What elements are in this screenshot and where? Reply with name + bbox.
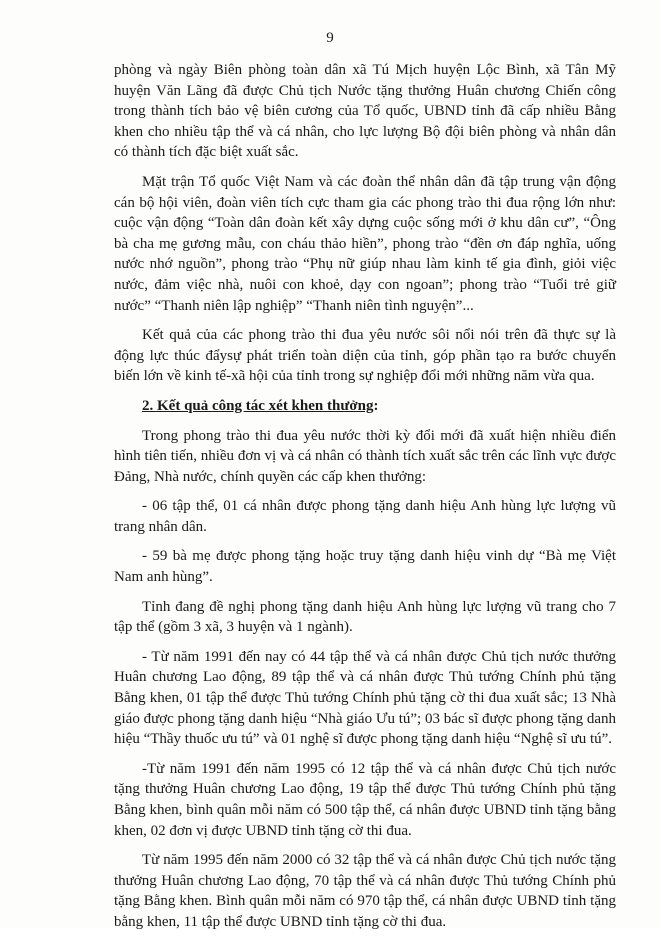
paragraph-proposal: Tỉnh đang đề nghị phong tặng danh hiệu Anh hùng lực lượng vũ trang cho 7 tập thể (gồm 3 xã, 3 huyện và 1 ngành). [114,598,616,636]
list-item-since-1991: - Từ năm 1991 đến nay có 44 tập thể và cá nhân được Chủ tịch nước thưởng Huân chương Lao động, 89 tập thể và cá nhân được Thủ tướng Chính phủ tặng Bằng khen, 01 tập thể được Thủ tướng Chính phủ tặng cờ thi đua xuất sắc; 13 Nhà giáo được phong tặng danh hiệu “Nhà giáo Ưu tú”; 03 bác sĩ được phong tặng danh hiệu “Thầy thuốc ưu tú” và 01 nghệ sĩ được phong tặng danh hiệu “Nghệ sĩ ưu tú”. [114,648,616,748]
paragraph-border-guard-awards: phòng và ngày Biên phòng toàn dân xã Tú Mịch huyện Lộc Bình, xã Tân Mỹ huyện Văn Lãng đã được Chủ tịch Nước tặng thưởng Huân chương Chiến công trong thành tích bảo vệ biên cương của Tổ quốc, UBND tỉnh đã cấp nhiều Bằng khen cho nhiều tập thể và cá nhân, cho lực lượng Bộ đội biên phòng và nhân dân có thành tích đặc biệt xuất sắc. [114,62,616,161]
page-number: 9 [326,30,334,46]
list-item-1991-1995: -Từ năm 1991 đến năm 1995 có 12 tập thể và cá nhân được Chủ tịch nước tặng thưởng Huân chương Lao động, 19 tập thể được Thủ tướng Chính phủ tặng Bằng khen, bình quân mỗi năm có 500 tập thể, cá nhân được UBND tỉnh tặng bằng khen, 02 đơn vị được UBND tỉnh tặng cờ thi đua. [114,760,616,839]
paragraph-1995-2000: Từ năm 1995 đến năm 2000 có 32 tập thể và cá nhân được Chủ tịch nước tặng thưởng Huân chương Lao động, 70 tập thể và cá nhân được Thủ tướng Chính phủ tặng Bằng khen. Bình quân mỗi năm có 970 tập thể, cá nhân được UBND tỉnh tặng bằng khen, 11 tập thể được UBND tỉnh tặng cờ thi đua. [114,852,616,930]
paragraph-movement-results: Kết quả của các phong trào thi đua yêu nước sôi nổi nói trên đã thực sự là động lực thúc đẩysự phát triển toàn diện của tỉnh, góp phần tạo ra bước chuyển biến lớn về kinh tế-xã hội của tỉnh trong sự nghiệp đổi mới những năm vừa qua. [114,327,616,385]
paragraph-typical-examples: Trong phong trào thi đua yêu nước thời kỳ đổi mới đã xuất hiện nhiều điển hình tiên tiến, nhiều đơn vị và cá nhân có thành tích xuất sắc trên các lĩnh vực được Đảng, Nhà nước, chính quyền các cấp khen thưởng: [114,427,616,485]
section-heading [114,396,616,417]
list-item-heroes: - 06 tập thể, 01 cá nhân được phong tặng danh hiệu Anh hùng lực lượng vũ trang nhân dân. [114,498,616,535]
section-heading-colon: : [373,397,379,414]
document-body [114,60,616,942]
paragraph-fatherland-front: Mặt trận Tổ quốc Việt Nam và các đoàn thể nhân dân đã tập trung vận động cán bộ hội viên, đoàn viên tích cực tham gia các phong trào thi đua rộng lớn như: cuộc vận động “Toàn dân đoàn kết xây dựng cuộc sống mới ở khu dân cư”, “Ông bà cha mẹ gương mẫu, con cháu thảo hiền”, phong trào “đền ơn đáp nghĩa, uống nước nhớ nguồn”, phong trào “Phụ nữ giúp nhau làm kinh tế gia đình, giỏi việc nước, đảm việc nhà, nuôi con khoẻ, dạy con ngoan”; phong trào “Tuổi trẻ giữ nước” “Thanh niên lập nghiệp” “Thanh niên tình nguyện”... [114,173,616,314]
list-item-heroic-mothers: - 59 bà mẹ được phong tặng hoặc truy tặng danh hiệu vinh dự “Bà mẹ Việt Nam anh hùng”. [114,548,616,586]
section-heading-text: 2. Kết quả công tác xét khen thưởng [142,397,374,414]
